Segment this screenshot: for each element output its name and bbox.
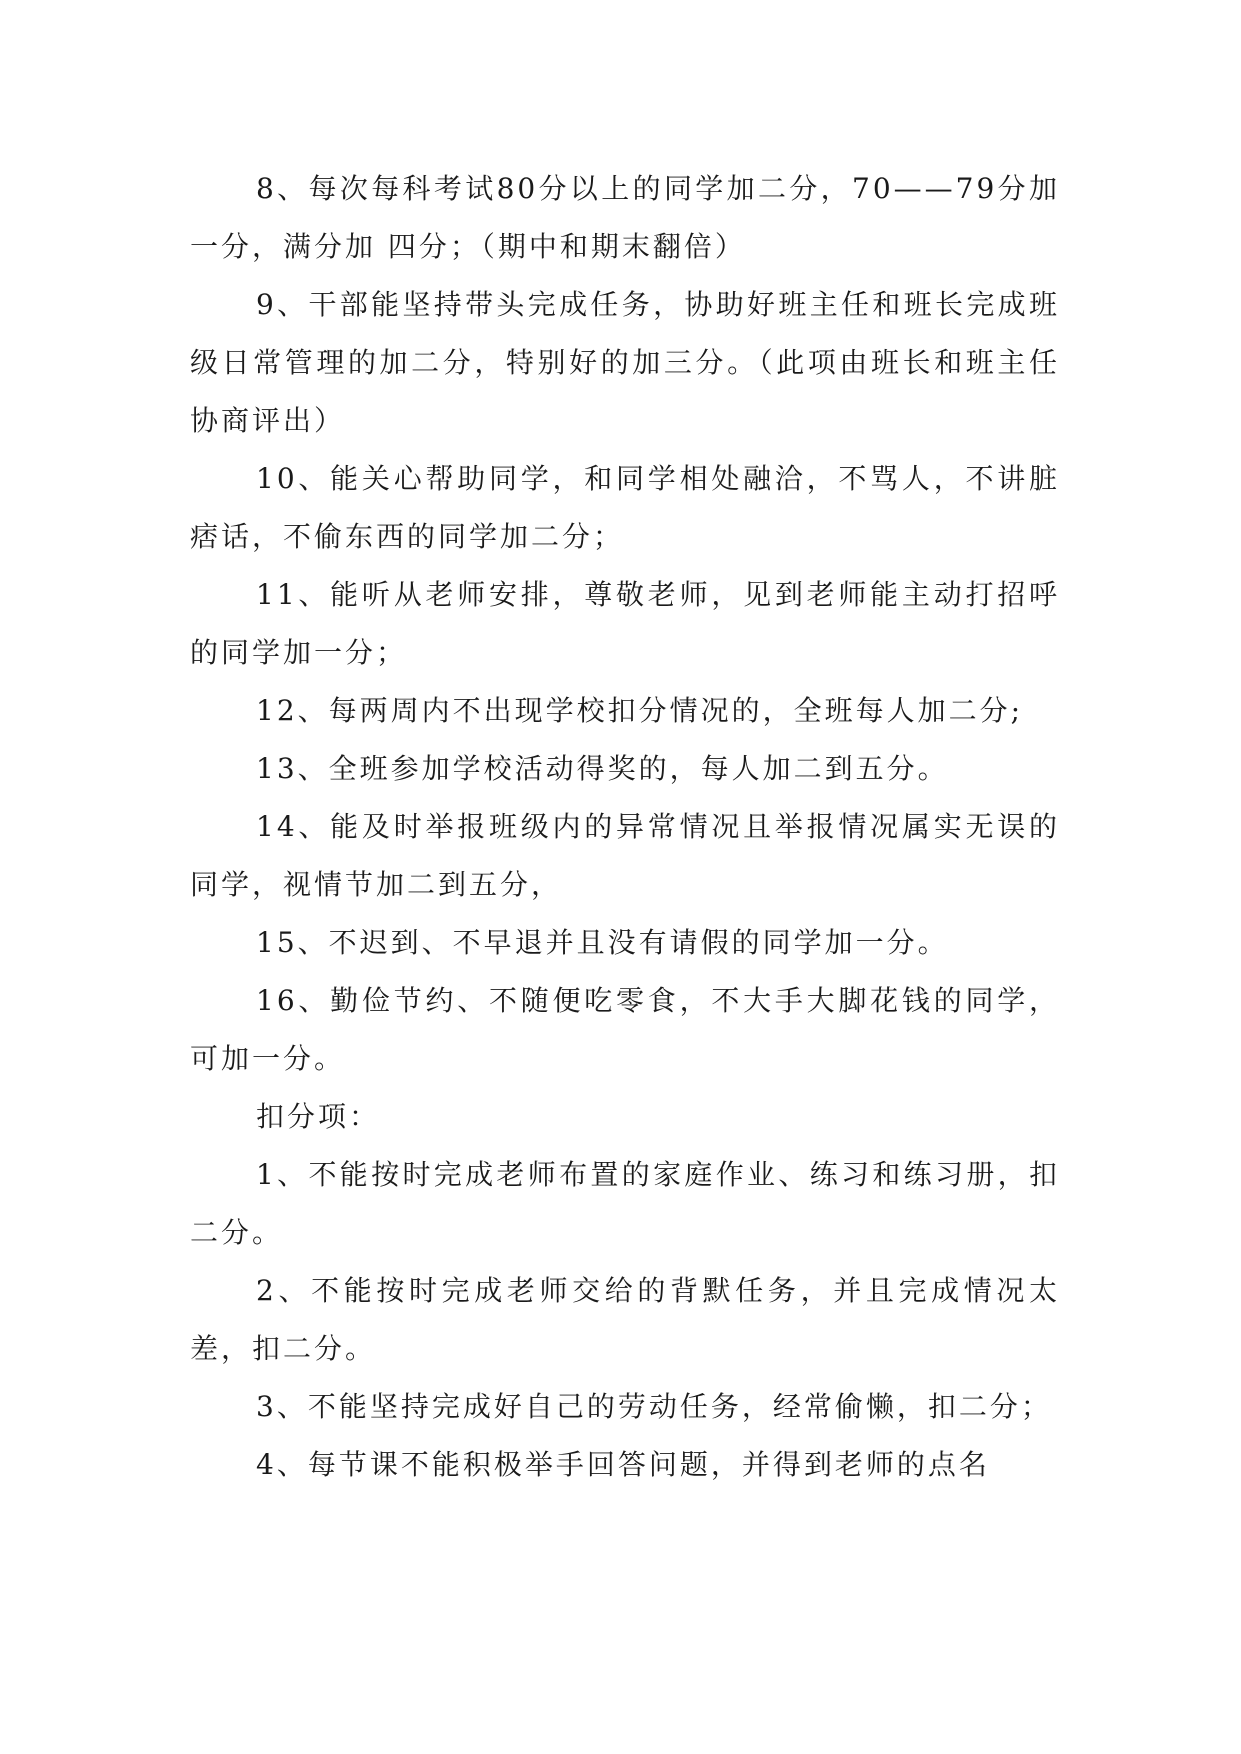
paragraph-add-15: 15、不迟到、不早退并且没有请假的同学加一分。 <box>256 926 949 959</box>
paragraph-add-13: 13、全班参加学校活动得奖的，每人加二到五分。 <box>256 752 949 785</box>
paragraph-add-16: 16、勤俭节约、不随便吃零食，不大手大脚花钱的同学，可加一分。 <box>190 984 1060 1075</box>
section-heading-deductions: 扣分项： <box>256 1100 381 1133</box>
document-body <box>190 160 1060 1494</box>
paragraph-deduct-1: 1、不能按时完成老师布置的家庭作业、练习和练习册，扣二分。 <box>190 1158 1060 1249</box>
paragraph-add-12: 12、每两周内不出现学校扣分情况的，全班每人加二分; <box>256 694 1024 727</box>
paragraph-add-10: 10、能关心帮助同学，和同学相处融洽，不骂人，不讲脏痞话，不偷东西的同学加二分； <box>190 462 1060 553</box>
paragraph-add-8: 8、每次每科考试80分以上的同学加二分，70——79分加一分，满分加 四分；（期中和期末翻倍） <box>190 172 1060 263</box>
paragraph-deduct-3: 3、不能坚持完成好自己的劳动任务，经常偷懒，扣二分； <box>256 1390 1052 1423</box>
paragraph-deduct-4: 4、每节课不能积极举手回答问题，并得到老师的点名 <box>256 1448 990 1481</box>
paragraph-add-14: 14、能及时举报班级内的异常情况且举报情况属实无误的同学，视情节加二到五分， <box>190 810 1060 901</box>
paragraph-add-9: 9、干部能坚持带头完成任务，协助好班主任和班长完成班级日常管理的加二分，特别好的加三分。（此项由班长和班主任协商评出） <box>190 288 1060 437</box>
paragraph-deduct-2: 2、不能按时完成老师交给的背默任务，并且完成情况太差，扣二分。 <box>190 1274 1060 1365</box>
paragraph-add-11: 11、能听从老师安排，尊敬老师，见到老师能主动打招呼的同学加一分； <box>190 578 1060 669</box>
